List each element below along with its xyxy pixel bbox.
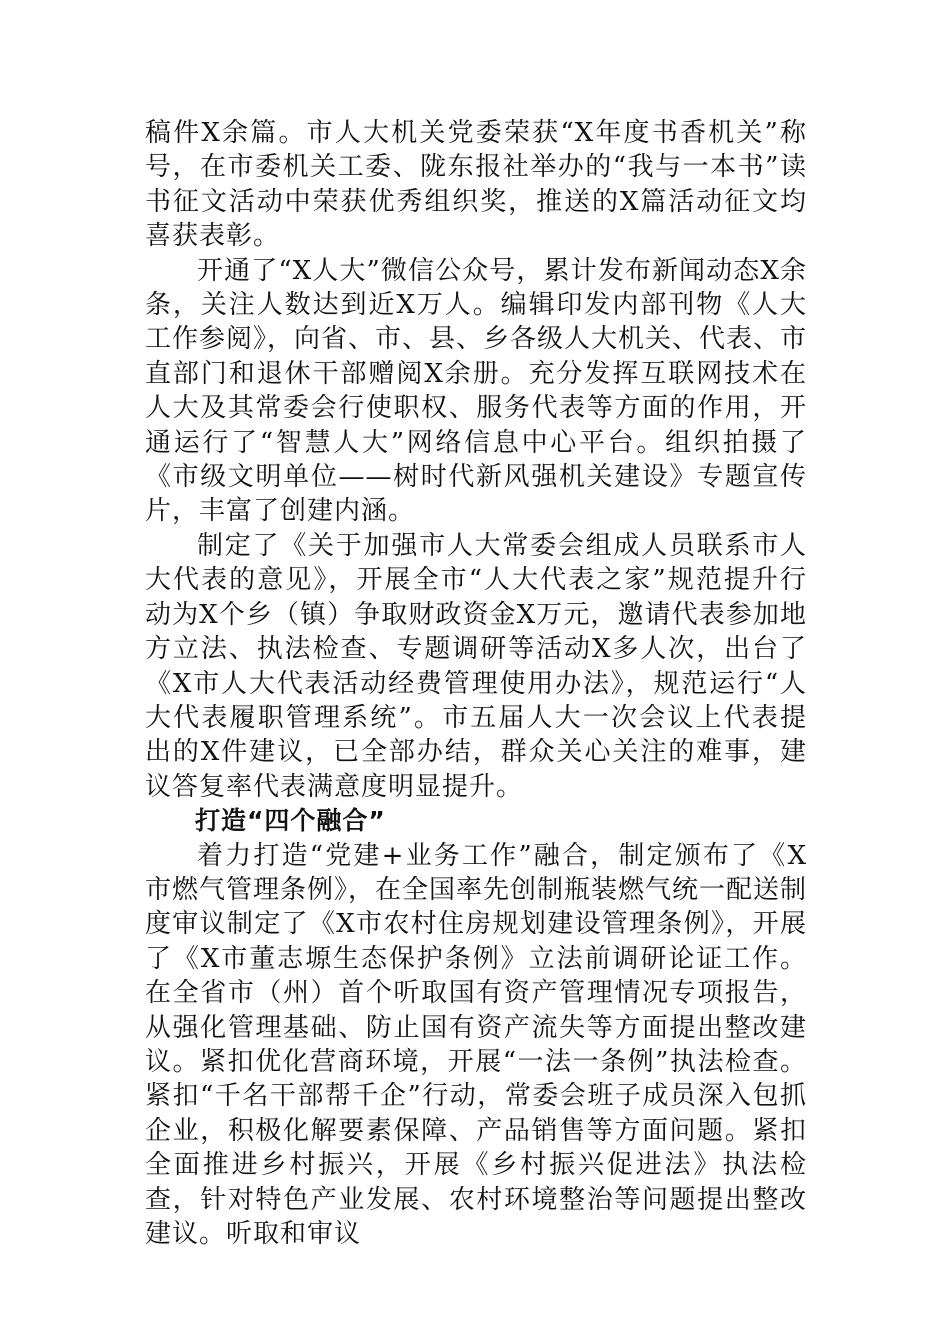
paragraph-integration: 着力打造“党建+业务工作”融合，制定颁布了《X市燃气管理条例》，在全国率先创制瓶装燃气统一配送制度审议制定了《X市农村住房规划建设管理条例》，开展了《X市董志塬生态保护条例》立法前调研论证工作。在全省市（州）首个听取国有资产管理情况专项报告，从强化管理基础、防止国有资产流失等方面提出整改建议。紧扣优化营商环境，开展“一法一条例”执法检查。紧扣“千名干部帮千企”行动，常委会班子成员深入包抓企业，积极化解要素保障、产品销售等方面问题。紧扣全面推进乡村振兴，开展《乡村振兴促进法》执法检查，针对特色产业发展、农村环境整治等问题提出整改建议。听取和审议 (145, 840, 808, 1249)
paragraph-representatives: 制定了《关于加强市人大常委会组成人员联系市人大代表的意见》，开展全市“人大代表之家”规范提升行动为X个乡（镇）争取财政资金X万元，邀请代表参加地方立法、执法检查、专题调研等活动X多人次，出台了《X市人大代表活动经费管理使用办法》，规范运行“人大代表履职管理系统”。市五届人大一次会议上代表提出的X件建议，已全部办结，群众关心关注的难事，建议答复率代表满意度明显提升。 (145, 530, 807, 802)
document-body (145, 116, 807, 1251)
section-heading: 打造“四个融合” (195, 806, 386, 836)
paragraph-wechat: 开通了“X人大”微信公众号，累计发布新闻动态X余条，关注人数达到近X万人。编辑印发内部刊物《人大工作参阅》，向省、市、县、乡各级人大机关、代表、市直部门和退休干部赠阅X余册。充分发挥互联网技术在人大及其常委会行使职权、服务代表等方面的作用，开通运行了“智慧人大”网络信息中心平台。组织拍摄了《市级文明单位——树时代新风强机关建设》专题宣传片，丰富了创建内涵。 (145, 255, 808, 527)
paragraph-continued: 稿件X余篇。市人大机关党委荣获“X年度书香机关”称号，在市委机关工委、陇东报社举办的“我与一本书”读书征文活动中荣获优秀组织奖，推送的X篇活动征文均喜获表彰。 (145, 118, 807, 252)
